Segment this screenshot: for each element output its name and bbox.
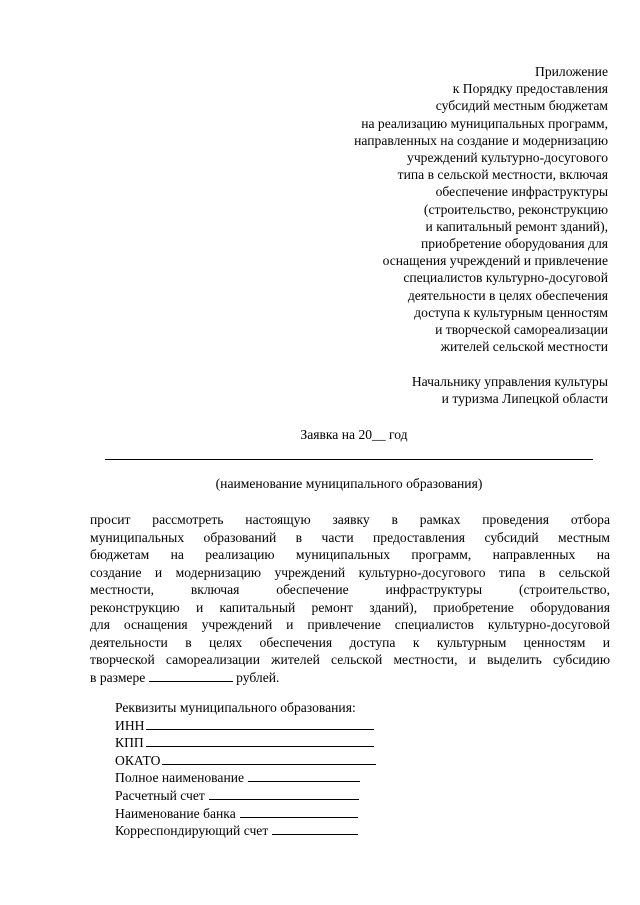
kpp-field[interactable] [146,735,374,747]
body-line: муниципальных образований в части предоставления субсидий местным [90,529,610,545]
account-field[interactable] [209,788,359,800]
full-name-label: Полное наименование [115,770,245,786]
annex-line: к Порядку предоставления [452,81,608,97]
inn-row [115,717,415,735]
body-line: местности, включая обеспечение инфраструктуры (строительство, [90,582,610,597]
body-line: бюджетам на реализацию муниципальных программ, направленных на [90,547,610,562]
account-row [115,787,415,805]
annex-header [268,63,608,355]
addressee-line: и туризма Липецкой области [441,391,608,407]
annex-line: на реализацию муниципальных программ, [361,115,608,131]
annex-line: (строительство, реконструкцию [423,201,608,217]
application-title [0,426,640,443]
bank-label: Наименование банка [115,805,236,821]
account-label: Расчетный счет [115,787,205,803]
annex-line: доступа к культурным ценностям [414,304,608,320]
bank-row [115,805,415,823]
body-line: реконструкцию и капитальный ремонт зданий), приобретение оборудования [90,599,610,615]
body-line: создание и модернизацию учреждений культурно-досугового типа в сельской [90,564,610,580]
okato-label: ОКАТО [115,752,161,768]
annex-line: Приложение [535,64,608,79]
annex-line: специалистов культурно-досуговой [403,270,608,286]
requisites-block [115,699,415,840]
annex-line: деятельности в целях обеспечения [407,287,608,303]
annex-line: приобретение оборудования для [420,236,608,252]
annex-line: учреждений культурно-досугового [407,150,608,166]
annex-line: обеспечение инфраструктуры [435,184,608,200]
body-line: творческой самореализации жителей сельской местности, и выделить субсидию [90,652,610,667]
annex-line: направленных на создание и модернизацию [354,132,608,148]
annex-line: субсидий местным бюджетам [435,98,608,114]
annex-line: жителей сельской местности [440,339,608,355]
application-body [90,511,610,686]
inn-label: ИНН [115,717,145,733]
annex-line: оснащения учреждений и привлечение [382,253,608,269]
body-line: просит рассмотреть настоящую заявку в рамках проведения отбора [90,512,610,527]
addressee-line: Начальнику управления культуры [411,374,608,389]
okato-field[interactable] [162,753,376,765]
kpp-label: КПП [115,735,144,751]
annex-line: типа в сельской местности, включая [397,167,608,183]
inn-field[interactable] [146,718,374,730]
annex-line: и творческой самореализации [435,322,608,338]
application-title-text: Заявка на 20__ год [300,427,408,442]
corr-account-field[interactable] [272,823,358,835]
full-name-field[interactable] [248,770,360,782]
municipality-name-field[interactable] [105,459,593,460]
kpp-row [115,734,415,752]
corr-account-label: Корреспондирующий счет [115,823,269,839]
amount-suffix: рублей. [236,669,280,685]
okato-row [115,752,415,770]
corr-account-row [115,822,415,840]
bank-field[interactable] [240,806,358,818]
addressee-block [308,373,608,407]
annex-line: и капитальный ремонт зданий), [425,218,608,234]
amount-prefix: в размере [90,669,146,685]
requisites-heading: Реквизиты муниципального образования: [115,700,356,715]
body-line: для оснащения учреждений и привлечение специалистов культурно-досуговой [90,617,610,632]
full-name-row [115,769,415,787]
body-line: деятельности в целях обеспечения доступа к культурным ценностям и [90,634,610,650]
amount-line [90,669,610,687]
municipality-caption: (наименование муниципального образования) [215,476,483,491]
amount-field[interactable] [149,669,233,682]
